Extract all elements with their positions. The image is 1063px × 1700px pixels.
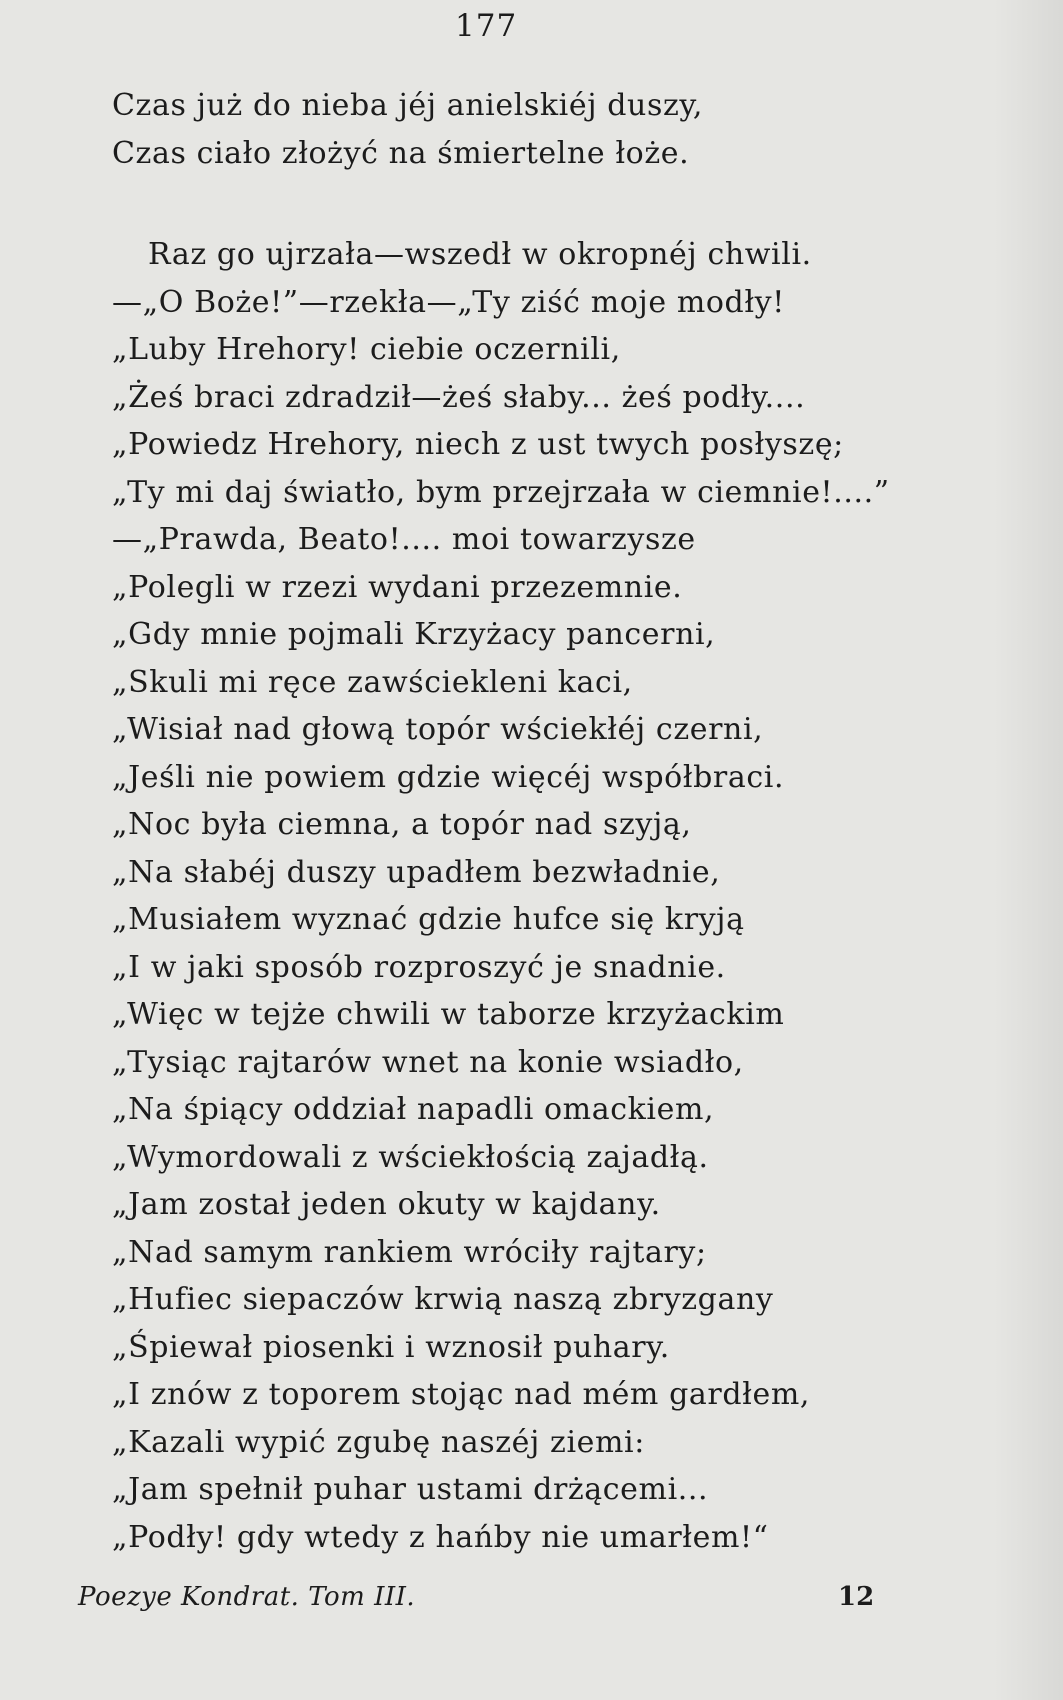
verse-line: „Hufiec siepaczów krwią naszą zbryzgany: [112, 1282, 774, 1317]
footer-book-title: Poezye Kondrat. Tom III.: [78, 1582, 416, 1612]
verse-line: „Powiedz Hrehory, niech z ust twych posłyszę;: [112, 427, 844, 462]
verse-line: „Luby Hrehory! ciebie oczernili,: [112, 332, 621, 367]
verse-line: „Jeśli nie powiem gdzie więcéj współbraci.: [112, 759, 785, 795]
verse-line: „I znów z toporem stojąc nad mém gardłem,: [112, 1377, 811, 1412]
stanza-1: [112, 82, 703, 177]
verse-line: Czas ciało złożyć na śmiertelne łoże.: [112, 135, 690, 171]
verse-line: —„Prawda, Beato!.... moi towarzysze: [112, 522, 696, 557]
verse-line: „Musiałem wyznać gdzie hufce się kryją: [112, 902, 745, 937]
verse-line: „I w jaki sposób rozproszyć je snadnie.: [112, 949, 726, 985]
stanza-2: [112, 231, 890, 1561]
verse-line: „Tysiąc rajtarów wnet na konie wsiadło,: [112, 1044, 744, 1080]
verse-line: „Żeś braci zdradził—żeś słaby... żeś podły....: [112, 379, 806, 415]
verse-line: „Wymordowali z wściekłością zajadłą.: [112, 1139, 709, 1175]
verse-line: „Więc w tejże chwili w taborze krzyżackim: [112, 997, 785, 1032]
verse-line: „Jam spełnił puhar ustami drżącemi...: [112, 1472, 709, 1507]
verse-line: „Skuli mi ręce zawściekleni kaci,: [112, 664, 633, 700]
verse-line: „Gdy mnie pojmali Krzyżacy pancerni,: [112, 617, 716, 652]
page-edge-shading: [993, 0, 1063, 1700]
verse-line: —„O Boże!”—rzekła—„Ty ziść moje modły!: [112, 284, 785, 320]
verse-line: „Polegli w rzezi wydani przezemnie.: [112, 569, 683, 605]
verse-line: „Ty mi daj światło, bym przejrzała w ciemnie!....”: [112, 474, 890, 510]
page-number: 177: [455, 8, 518, 44]
verse-line: „Podły! gdy wtedy z hańby nie umarłem!“: [112, 1519, 769, 1555]
verse-line: Raz go ujrzała—wszedł w okropnéj chwili.: [148, 237, 812, 272]
verse-line: Czas już do nieba jéj anielskiéj duszy,: [112, 88, 704, 123]
verse-line: „Na słabéj duszy upadłem bezwładnie,: [112, 854, 721, 890]
verse-line: „Wisiał nad głową topór wściekłéj czerni,: [112, 712, 764, 747]
verse-line: „Śpiewał piosenki i wznosił puhary.: [112, 1329, 670, 1365]
verse-line: „Noc była ciemna, a topór nad szyją,: [112, 807, 692, 842]
verse-line: „Kazali wypić zgubę naszéj ziemi:: [112, 1424, 645, 1460]
verse-line: „Na śpiący oddział napadli omackiem,: [112, 1092, 715, 1127]
page-footer: [78, 1582, 875, 1622]
verse-line: „Nad samym rankiem wróciły rajtary;: [112, 1234, 707, 1270]
verse-line: „Jam został jeden okuty w kajdany.: [112, 1187, 661, 1222]
signature-mark: 12: [838, 1582, 875, 1612]
